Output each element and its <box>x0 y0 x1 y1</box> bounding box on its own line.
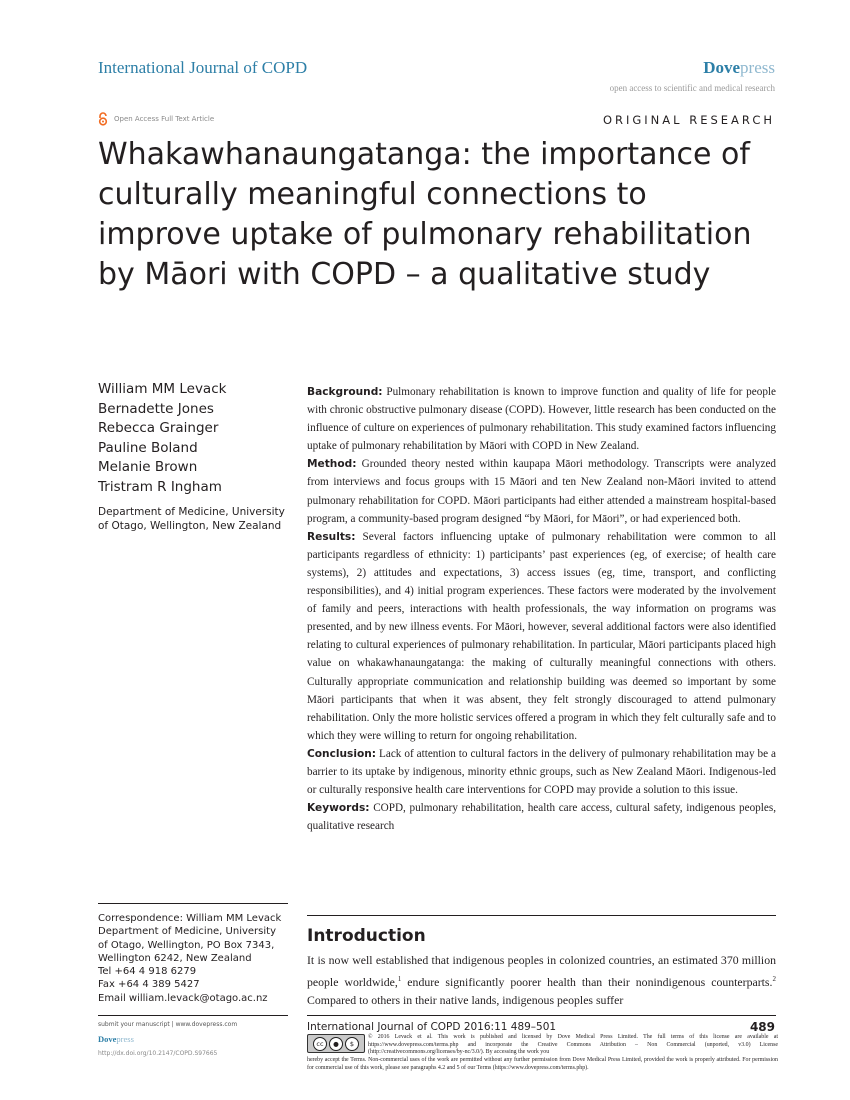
reference-marker[interactable]: 1 <box>397 974 402 983</box>
author: Melanie Brown <box>98 459 198 476</box>
by-icon: ● <box>329 1037 343 1051</box>
creative-commons-badge[interactable] <box>307 1034 365 1053</box>
article-type: ORIGINAL RESEARCH <box>602 113 775 127</box>
abstract-label: Keywords: <box>307 802 370 815</box>
abstract-text: Lack of attention to cultural factors in the delivery of pulmonary rehabilitation may be a barrier to its uptake by indigenous, minority ethnic groups, such as New Zealand Māori. Indigenous-led or culturally responsive health care interventions for COPD may provide a solution to this issue. <box>307 747 777 797</box>
author-list <box>98 380 226 498</box>
correspondence-line: of Otago, Wellington, PO Box 7343, <box>98 939 275 951</box>
abstract-label: Background: <box>307 386 383 398</box>
correspondence <box>98 912 298 1005</box>
publisher-logo-bold: Dove <box>703 58 741 77</box>
abstract-label: Results: <box>307 530 356 543</box>
publisher-tagline: open access to scientific and medical research <box>609 83 775 93</box>
abstract-keywords <box>307 799 776 835</box>
abstract-method <box>307 455 776 527</box>
correspondence-line: Tel +64 4 918 6279 <box>98 966 197 978</box>
divider <box>98 903 288 904</box>
correspondence-line: Department of Medicine, University <box>98 926 276 938</box>
footer-publisher-logo <box>98 1034 134 1044</box>
divider <box>98 1015 288 1016</box>
correspondence-line: Fax +64 4 389 5427 <box>98 979 200 991</box>
publisher-logo <box>703 58 775 78</box>
abstract-text: Pulmonary rehabilitation is known to improve function and quality of life for people with chronic obstructive pulmonary disease (COPD). However, little research has been conducted on the influence of culture on experiences of pulmonary rehabilitation. This study examined factors influencing uptake of pulmonary rehabilitation by Māori with COPD in New Zealand. <box>307 386 777 453</box>
journal-name: International Journal of COPD <box>98 58 308 77</box>
page-number: 489 <box>749 1020 775 1034</box>
author: Tristram R Ingham <box>98 478 222 495</box>
publisher-logo-light: press <box>740 58 775 77</box>
footer-publisher-bold: Dove <box>98 1034 117 1044</box>
doi-link[interactable]: http://dx.doi.org/10.2147/COPD.S97665 <box>98 1050 218 1057</box>
open-access-text: Open Access Full Text Article <box>114 115 215 123</box>
section-heading: Introduction <box>307 926 426 946</box>
abstract-results <box>307 528 776 745</box>
author: Pauline Boland <box>98 439 198 456</box>
article-title: Whakawhanaungatanga: the importance of culturally meaningful connections to improve uptake of pulmonary rehabilitation by Māori with COPD – a qualitative study <box>98 137 752 292</box>
author: Rebecca Grainger <box>98 420 219 437</box>
reference-marker[interactable]: 2 <box>772 974 776 983</box>
affiliation: Department of Medicine, University of Otago, Wellington, New Zealand <box>98 506 285 532</box>
abstract-background <box>307 383 776 455</box>
open-access-label <box>98 112 214 126</box>
correspondence-line: Wellington 6242, New Zealand <box>98 952 252 964</box>
correspondence-line: Correspondence: William MM Levack <box>98 913 282 924</box>
abstract <box>307 383 776 835</box>
nc-icon: $ <box>345 1037 359 1051</box>
intro-sentence: It is now well established that indigenous peoples in colonized countries, an estimated 370 million people worldwide, <box>307 953 776 989</box>
license-text: hereby accept the Terms. Non-commercial uses of the work are permitted without any further permission from Dove Medical Press Limited, provided the work is properly attributed. For permission for commercial use of this work, please see paragraphs 4.2 and 5 of our Terms (https://www.dovepress.com/terms.php). <box>307 1057 778 1071</box>
footer-publisher-light: press <box>116 1034 134 1044</box>
abstract-label: Conclusion: <box>307 747 377 760</box>
cc-icon: cc <box>313 1037 327 1051</box>
abstract-text: COPD, pulmonary rehabilitation, health care access, cultural safety, indigenous peoples, qualitative research <box>307 802 776 833</box>
abstract-conclusion <box>307 745 776 799</box>
divider <box>307 1015 776 1016</box>
abstract-label: Method: <box>307 458 357 471</box>
intro-sentence: Compared to others in their native lands, indigenous peoples suffer <box>307 993 624 1008</box>
abstract-text: Several factors influencing uptake of pulmonary rehabilitation were common to all participants regardless of ethnicity: 1) participants’ past experiences (eg, of exercise; of health care systems), 2) attitudes and expectations, 3) access issues (eg, time, transport, and conflicting responsibilities), and 4) initial program experiences. These factors were moderated by the involvement of family and peers, interactions with health professionals, the way information on programs was presented, and by new illness events. For Māori, however, several additional factors were also identified relating to cultural experiences of pulmonary rehabilitation. In particular, Māori participants placed high value on whakawhanaungatanga: the making of culturally meaningful connections with others. Culturally appropriate communication and relationship building was deemed so important by some Māori participants that when it was absent, they felt strongly discouraged to attend pulmonary rehabilitation. Only the more holistic services offered a program in which they felt culturally safe and to which they were willing to return for ongoing rehabilitation. <box>307 530 777 742</box>
correspondence-email[interactable]: Email william.levack@otago.ac.nz <box>98 992 268 1004</box>
divider <box>307 915 776 916</box>
license-text: © 2016 Levack et al. This work is published and licensed by Dove Medical Press Limited. The full terms of this license are available at https://www.dovepress.com/terms.php and incorporate the Creative Commons Attribution – Non Commercial (unported, v3.0) License (http://creativecommons.org/licenses/by-nc/3.0/). By accessing the work you <box>368 1034 778 1056</box>
abstract-text: Grounded theory nested within kaupapa Māori methodology. Transcripts were analyzed from interviews and focus groups with 15 Māori and ten New Zealand non-Māori invited to attend pulmonary rehabilitation for COPD. Māori participants had either attended a mainstream hospital-based program, a community-based program designed “by Māori, for Māori”, or had experienced both. <box>307 458 777 525</box>
introduction-text <box>307 951 776 1010</box>
submit-manuscript-link[interactable]: submit your manuscript | www.dovepress.com <box>98 1021 238 1028</box>
author: William MM Levack <box>98 381 227 397</box>
author: Bernadette Jones <box>98 400 214 417</box>
citation: International Journal of COPD 2016:11 489–501 <box>307 1021 557 1033</box>
intro-sentence: endure significantly poorer health than their nonindigenous counterparts. <box>401 974 773 989</box>
open-access-lock-icon <box>98 112 108 126</box>
